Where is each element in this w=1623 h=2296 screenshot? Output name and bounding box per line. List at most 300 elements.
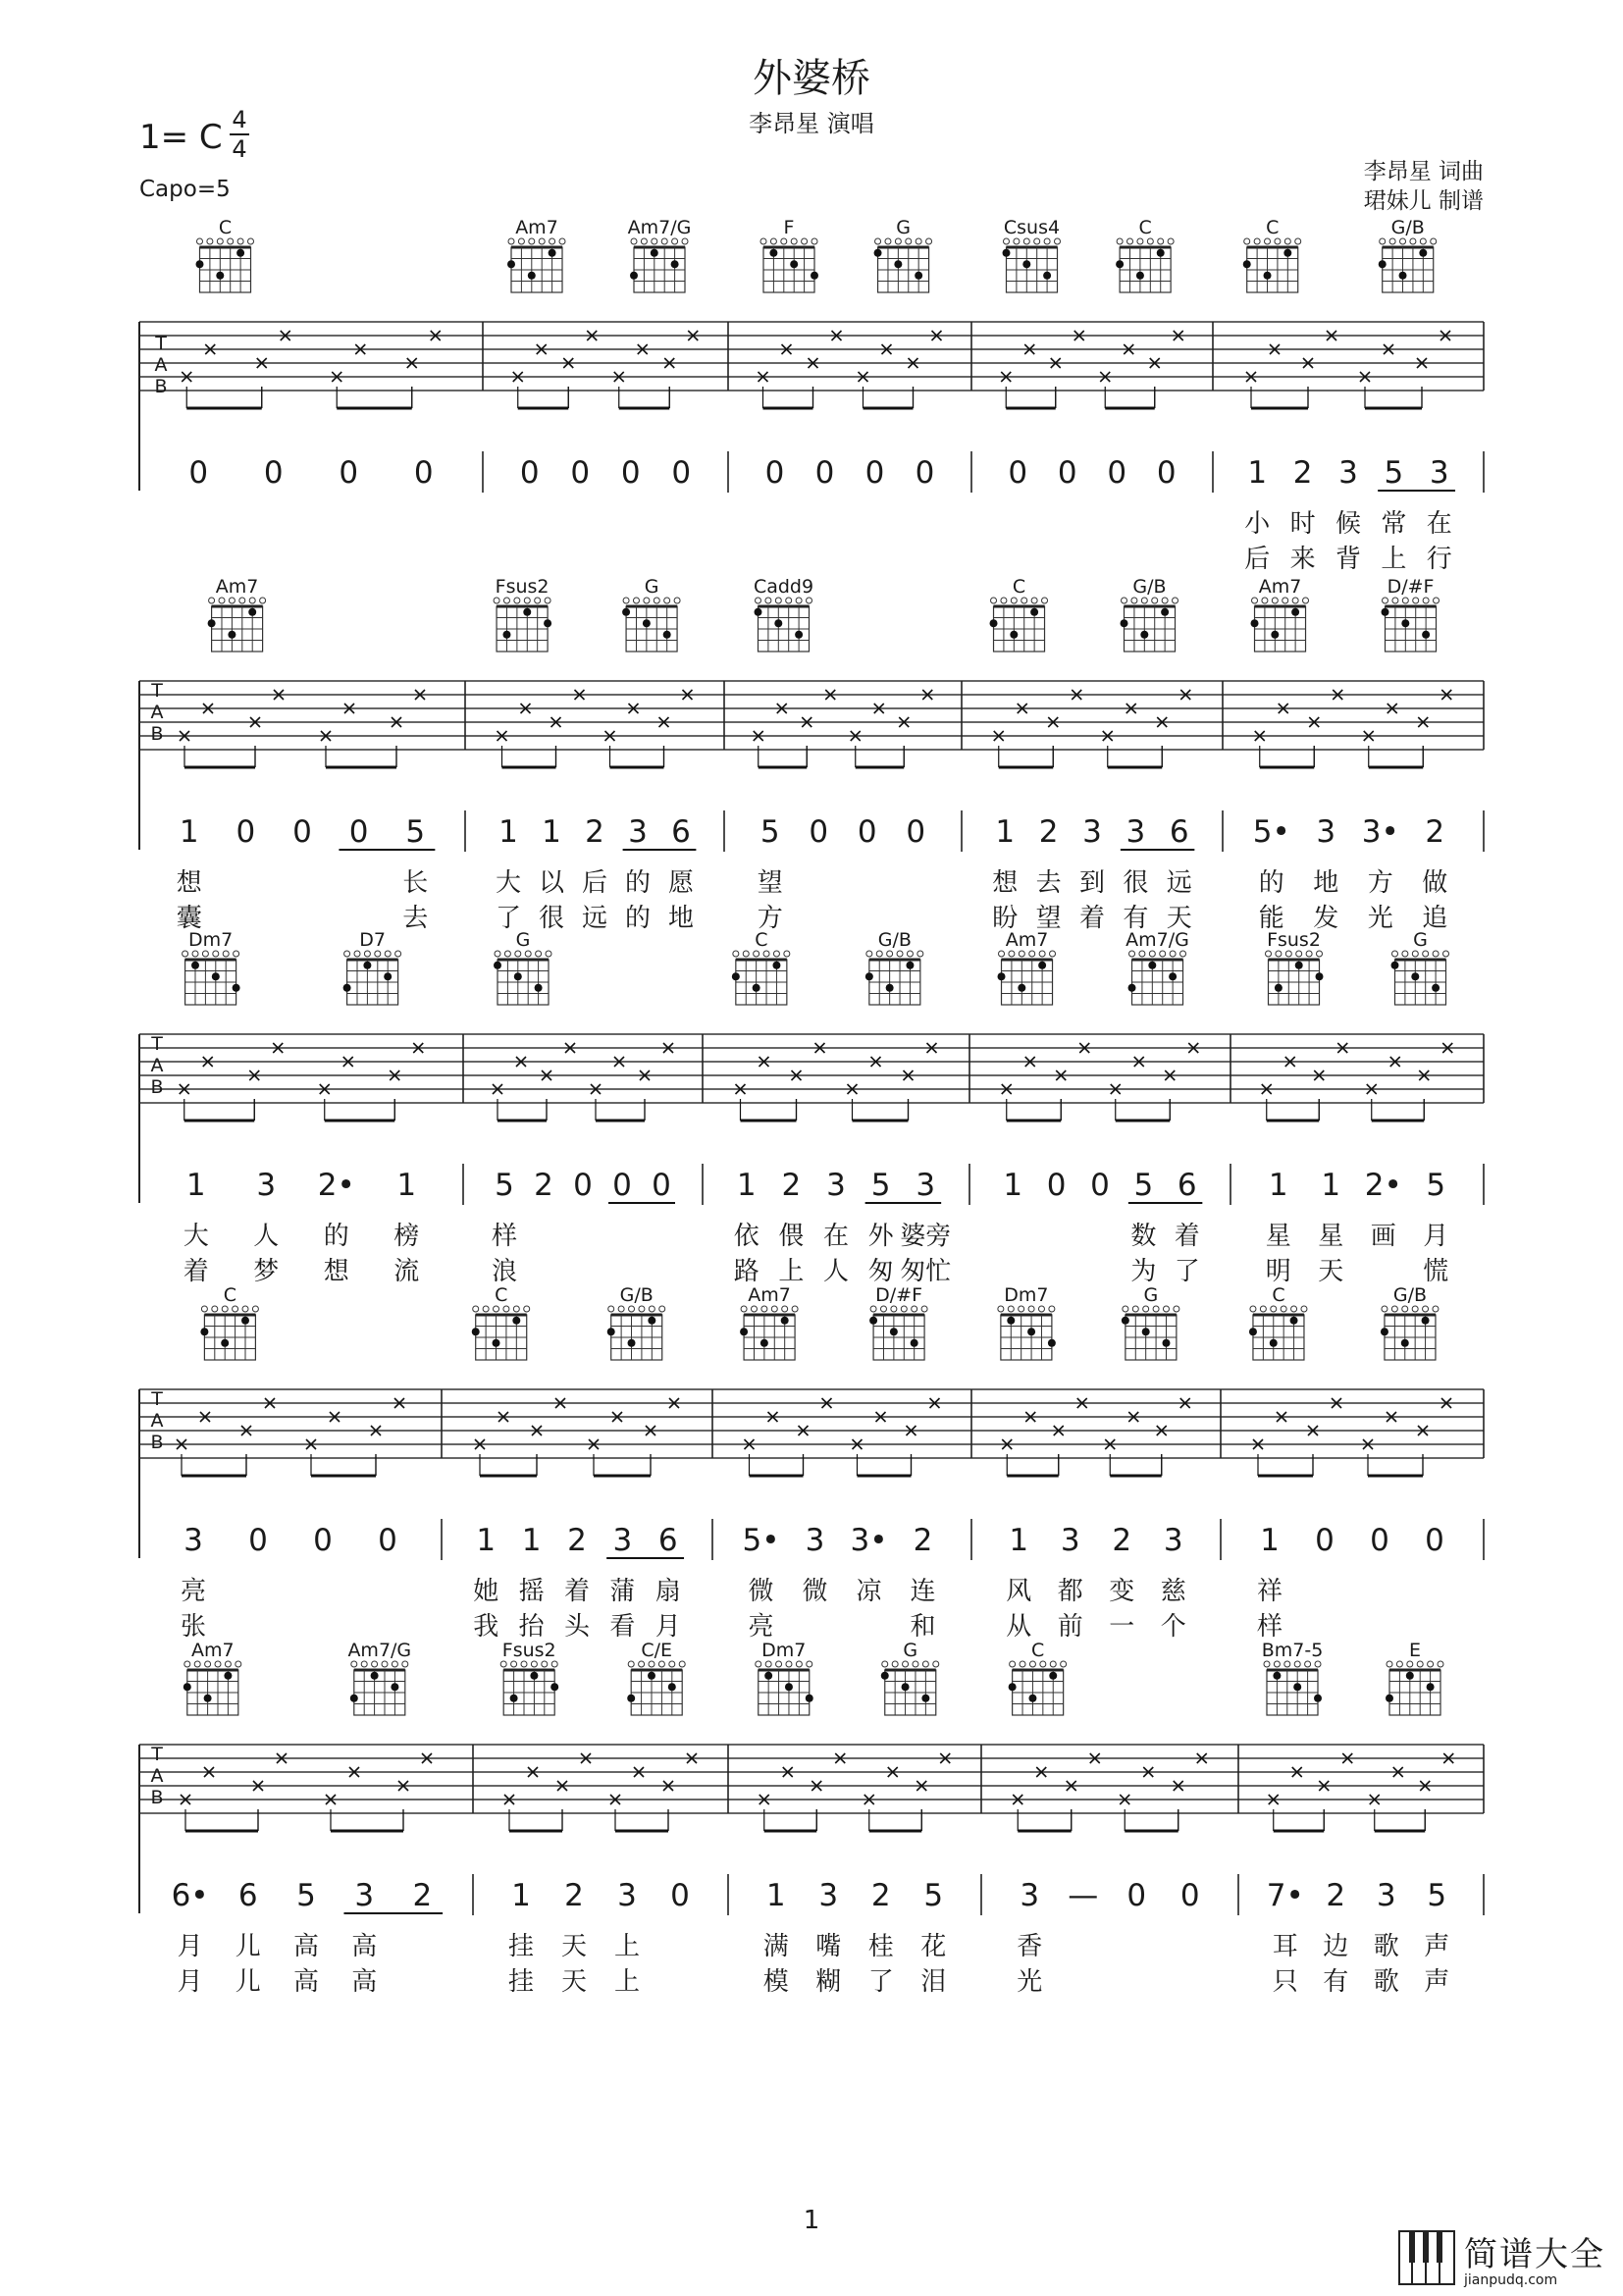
open-string-mark [770, 238, 776, 244]
open-string-mark [1152, 598, 1158, 603]
finger-dot [1142, 1328, 1150, 1335]
open-string-mark [1402, 598, 1408, 603]
finger-dot [1391, 962, 1399, 969]
jianpu-note: 3 [1429, 455, 1449, 491]
open-string-mark [649, 1306, 654, 1312]
open-string-mark [1040, 1661, 1046, 1667]
jianpu-note: 0 [1126, 1878, 1147, 1913]
lyric-verse-1: 边 [1323, 1932, 1349, 1961]
open-string-mark [791, 238, 797, 244]
jianpu-note: 5 [495, 1168, 514, 1203]
open-string-mark [773, 951, 779, 957]
open-string-mark [1274, 1661, 1280, 1667]
lyric-verse-2: 挂 [507, 1967, 535, 1997]
chord-diagram [1266, 929, 1324, 1005]
jianpu-note: 0 [1046, 1168, 1067, 1203]
chord-name: Fsus2 [501, 1640, 556, 1661]
finger-dot [753, 984, 760, 992]
chord-diagram [998, 1284, 1056, 1360]
jianpu-note: 0 [1057, 455, 1077, 491]
score-row [139, 1640, 1484, 1997]
open-string-mark [1433, 1306, 1439, 1312]
chord-diagram [732, 929, 790, 1005]
open-string-mark [782, 1306, 788, 1312]
chord-name: G [903, 1640, 918, 1661]
open-string-mark [234, 951, 239, 957]
finger-dot [1136, 272, 1144, 280]
finger-dot [785, 1683, 793, 1691]
lyric-verse-1: 长 [402, 868, 429, 898]
tab-clef-t: T [151, 1744, 163, 1765]
chord-name: Am7/G [1126, 929, 1189, 951]
jianpu-note: 1 [179, 814, 199, 850]
lyric-verse-1: 在 [822, 1222, 850, 1251]
finger-dot [391, 1683, 398, 1691]
open-string-mark [525, 951, 531, 957]
lyric-verse-2: 光 [1017, 1967, 1043, 1997]
lyric-verse-1: 连 [910, 1577, 936, 1606]
open-string-mark [608, 1306, 614, 1312]
open-string-mark [1271, 1306, 1277, 1312]
open-string-mark [658, 1661, 664, 1667]
lyric-verse-1: 后 [581, 868, 608, 898]
open-string-mark [521, 1661, 527, 1667]
finger-dot [1406, 1672, 1414, 1680]
open-string-mark [483, 1306, 489, 1312]
chord-name: Am7 [748, 1284, 791, 1306]
lyric-verse-2: 流 [393, 1257, 420, 1286]
chord-name: Csus4 [1003, 217, 1061, 238]
open-string-mark [1402, 951, 1408, 957]
jianpu-note: 1 [1268, 1168, 1288, 1203]
tab-clef-b: B [154, 376, 168, 397]
finger-dot [248, 608, 256, 616]
finger-dot [343, 984, 351, 992]
open-string-mark [1276, 951, 1282, 957]
open-string-mark [372, 1661, 378, 1667]
lyric-verse-1: 亮 [180, 1577, 207, 1606]
finger-dot [371, 1672, 379, 1680]
open-string-mark [1260, 1306, 1266, 1312]
jianpu-note: 5 [1427, 1878, 1447, 1913]
jianpu-note: 7• [1266, 1878, 1304, 1913]
jianpu-note: 1 [1247, 455, 1268, 491]
lyric-verse-2: 我 [473, 1612, 499, 1642]
lyric-verse-1: 桂 [867, 1932, 894, 1961]
open-string-mark [524, 598, 530, 603]
chord-diagram [1382, 576, 1440, 652]
open-string-mark [1170, 951, 1176, 957]
open-string-mark [536, 951, 542, 957]
jianpu-note: 5 [759, 814, 780, 850]
jianpu-note: 0 [906, 814, 926, 850]
open-string-mark [761, 1306, 767, 1312]
open-string-mark [237, 238, 243, 244]
open-string-mark [1400, 238, 1406, 244]
lyricist-credit: 李昂星 词曲 [1363, 159, 1484, 184]
finger-dot [512, 1317, 520, 1325]
open-string-mark [382, 1661, 388, 1667]
jianpu-note: 3• [1361, 814, 1399, 850]
lyric-verse-2: 着 [183, 1257, 209, 1286]
jianpu-note: 0 [570, 455, 591, 491]
open-string-mark [1011, 598, 1017, 603]
jianpu-note: 1 [1321, 1168, 1341, 1203]
jianpu-note: 3 [826, 1168, 846, 1203]
lyric-verse-1: 外 [867, 1222, 894, 1251]
chord-diagram [990, 576, 1048, 652]
open-string-mark [775, 598, 781, 603]
time-signature-bottom: 4 [232, 135, 247, 163]
lyric-verse-2: 盼 [992, 904, 1019, 933]
jianpu-note: 2 [585, 814, 604, 850]
open-string-mark [674, 598, 680, 603]
chord-name: Am7/G [627, 217, 692, 238]
lyric-verse-2: 很 [538, 904, 565, 933]
jianpu-note: 5 [1384, 455, 1404, 491]
jianpu-note: 0 [263, 455, 284, 491]
jianpu-note: 0 [620, 455, 641, 491]
jianpu-note: 3 [916, 1168, 936, 1203]
jianpu-note: 0 [188, 455, 209, 491]
lyric-verse-1: 天 [560, 1932, 588, 1961]
jianpu-note: 0 [236, 814, 256, 850]
finger-dot [1273, 1672, 1281, 1680]
jianpu-note: — [1068, 1878, 1099, 1913]
open-string-mark [215, 1661, 221, 1667]
finger-dot [1043, 272, 1051, 280]
finger-dot [1049, 1672, 1057, 1680]
open-string-mark [1396, 1661, 1402, 1667]
open-string-mark [1266, 951, 1272, 957]
site-logo [1397, 2227, 1623, 2296]
open-string-mark [531, 1661, 537, 1667]
lyric-verse-2: 来 [1289, 545, 1316, 574]
open-string-mark [1315, 1661, 1321, 1667]
jianpu-note: 0 [573, 1168, 593, 1203]
finger-dot [1251, 619, 1259, 627]
chord-name: Fsus2 [1267, 929, 1321, 951]
jianpu-note: 0 [864, 455, 885, 491]
open-string-mark [897, 951, 903, 957]
chord-name: C [1030, 1640, 1045, 1661]
finger-dot [1401, 1339, 1409, 1347]
open-string-mark [1380, 238, 1386, 244]
score-row [139, 576, 1484, 933]
lyric-verse-2: 月 [654, 1612, 681, 1642]
lyric-verse-1: 候 [1335, 509, 1362, 539]
open-string-mark [1131, 598, 1137, 603]
lyric-verse-1: 祥 [1256, 1577, 1283, 1606]
open-string-mark [756, 598, 761, 603]
jianpu-note: 1 [521, 1523, 542, 1558]
open-string-mark [751, 1306, 757, 1312]
finger-dot [350, 1695, 358, 1702]
jianpu-note: 2 [1292, 455, 1313, 491]
open-string-mark [1129, 951, 1135, 957]
finger-dot [363, 962, 371, 969]
open-string-mark [901, 1306, 907, 1312]
open-string-mark [633, 598, 639, 603]
open-string-mark [1173, 598, 1178, 603]
chord-diagram [627, 1640, 685, 1715]
jianpu-note: 1 [498, 814, 518, 850]
chord-name: Am7 [515, 217, 558, 238]
open-string-mark [542, 1661, 548, 1667]
finger-dot [228, 631, 236, 639]
finger-dot [191, 962, 199, 969]
chord-diagram [756, 1640, 813, 1715]
chord-diagram [507, 217, 565, 292]
open-string-mark [1275, 238, 1281, 244]
chord-name: Dm7 [187, 929, 234, 951]
time-signature-top: 4 [232, 106, 247, 133]
lyric-verse-1: 高 [351, 1932, 378, 1961]
jianpu-note: 0 [671, 455, 692, 491]
open-string-mark [1433, 951, 1439, 957]
open-string-mark [1031, 598, 1037, 603]
open-string-mark [1137, 238, 1143, 244]
lyric-verse-1: 嘴 [815, 1932, 842, 1961]
lyric-verse-2: 匆忙 [900, 1257, 952, 1286]
singer-credit: 李昂星 演唱 [749, 110, 874, 137]
lyric-verse-1: 画 [1370, 1222, 1396, 1251]
jianpu-note: 3 [617, 1878, 637, 1913]
jianpu-note: 1 [1260, 1523, 1280, 1558]
jianpu-note: 2 [781, 1168, 802, 1203]
lyric-verse-2: 发 [1313, 904, 1339, 933]
open-string-mark [1163, 1306, 1169, 1312]
finger-dot [1018, 984, 1025, 992]
open-string-mark [511, 1661, 517, 1667]
tab-clef-t: T [151, 1388, 163, 1410]
chord-diagram [622, 576, 680, 652]
finger-dot [881, 1672, 889, 1680]
jianpu-note: 0 [857, 814, 877, 850]
open-string-mark [1387, 1661, 1392, 1667]
finger-dot [1293, 1683, 1301, 1691]
chord-name: E [1408, 1640, 1422, 1661]
jianpu-note: 1 [476, 1523, 497, 1558]
jianpu-note: 0 [809, 814, 829, 850]
open-string-mark [539, 238, 545, 244]
open-string-mark [1019, 951, 1024, 957]
open-string-mark [514, 598, 520, 603]
open-string-mark [260, 598, 266, 603]
open-string-mark [1008, 1306, 1014, 1312]
chord-name: D7 [359, 929, 386, 951]
chord-name: G/B [619, 1284, 654, 1306]
tab-clef-t: T [155, 333, 167, 354]
lyric-verse-1: 小 [1244, 509, 1271, 539]
open-string-mark [796, 1661, 802, 1667]
lyric-verse-1: 时 [1289, 509, 1316, 539]
open-string-mark [225, 1661, 231, 1667]
chord-diagram [196, 217, 254, 292]
jianpu-note: 3 [354, 1878, 375, 1913]
lyric-verse-2: 只 [1272, 1967, 1298, 1997]
finger-dot [493, 1339, 500, 1347]
chord-diagram [881, 1640, 939, 1715]
open-string-mark [765, 598, 771, 603]
lyric-verse-1: 她 [473, 1577, 499, 1606]
open-string-mark [217, 238, 223, 244]
open-string-mark [756, 1661, 761, 1667]
open-string-mark [1283, 598, 1288, 603]
lyric-verse-1: 着 [563, 1577, 591, 1606]
open-string-mark [866, 951, 872, 957]
lyric-verse-1: 榜 [393, 1222, 420, 1251]
open-string-mark [1410, 238, 1416, 244]
open-string-mark [1254, 238, 1260, 244]
open-string-mark [1127, 238, 1133, 244]
jianpu-note: 1 [511, 1878, 531, 1913]
open-string-mark [1028, 1306, 1034, 1312]
lyric-verse-2: 光 [1367, 904, 1393, 933]
open-string-mark [1168, 238, 1174, 244]
open-string-mark [906, 238, 912, 244]
open-string-mark [233, 1306, 238, 1312]
jianpu-note: 6 [671, 814, 691, 850]
open-string-mark [1281, 1306, 1286, 1312]
open-string-mark [763, 951, 769, 957]
lyric-verse-2: 后 [1244, 545, 1271, 574]
finger-dot [523, 608, 531, 616]
jianpu-note: 6 [237, 1878, 258, 1913]
chord-name: C [495, 1284, 508, 1306]
lyric-verse-1: 在 [1426, 509, 1452, 539]
jianpu-note: 2 [567, 1523, 587, 1558]
open-string-mark [1034, 238, 1040, 244]
open-string-mark [916, 238, 921, 244]
open-string-mark [1143, 1306, 1149, 1312]
jianpu-note: 2 [1425, 814, 1445, 850]
open-string-mark [741, 1306, 747, 1312]
lyric-verse-1: 花 [920, 1932, 947, 1961]
open-string-mark [392, 1661, 397, 1667]
open-string-mark [1294, 1661, 1300, 1667]
chord-name: C [1266, 217, 1280, 238]
lyric-verse-1: 愿 [667, 868, 695, 898]
finger-dot [1121, 619, 1128, 627]
lyric-verse-1: 远 [1166, 868, 1192, 898]
chord-name: C [1272, 1284, 1285, 1306]
open-string-mark [1149, 951, 1155, 957]
lyric-verse-1: 偎 [778, 1222, 805, 1251]
open-string-mark [1049, 1306, 1055, 1312]
finger-dot [865, 972, 873, 980]
jianpu-note: 3 [628, 814, 648, 850]
finger-dot [1271, 631, 1279, 639]
finger-dot [628, 1339, 636, 1347]
lyric-verse-2: 背 [1335, 545, 1362, 574]
open-string-mark [1285, 951, 1291, 957]
finger-dot [1003, 249, 1011, 257]
open-string-mark [641, 238, 647, 244]
open-string-mark [882, 1661, 888, 1667]
open-string-mark [1180, 951, 1186, 957]
finger-dot [1381, 1328, 1388, 1335]
chord-diagram [1381, 1284, 1439, 1360]
finger-dot [200, 1328, 208, 1335]
finger-dot [196, 260, 204, 268]
tab-clef-b: B [150, 1432, 164, 1453]
open-string-mark [743, 951, 749, 957]
lyric-verse-1: 高 [292, 1932, 320, 1961]
open-string-mark [1391, 1306, 1397, 1312]
jianpu-note: 3 [1020, 1878, 1040, 1913]
finger-dot [622, 608, 630, 616]
chord-name: D/#F [875, 1284, 923, 1306]
open-string-mark [921, 1306, 927, 1312]
lyric-verse-1: 微 [748, 1577, 774, 1606]
open-string-mark [1050, 1661, 1056, 1667]
chord-diagram [1249, 1284, 1307, 1360]
finger-dot [1116, 260, 1124, 268]
finger-dot [921, 1695, 929, 1702]
finger-dot [902, 1683, 910, 1691]
lyric-verse-2: 上 [778, 1257, 805, 1286]
open-string-mark [1417, 1661, 1423, 1667]
finger-dot [208, 619, 216, 627]
jianpu-note: 3• [850, 1523, 888, 1558]
lyric-verse-1: 挂 [507, 1932, 535, 1961]
open-string-mark [661, 238, 667, 244]
open-string-mark [1392, 598, 1398, 603]
lyric-verse-2: 着 [1078, 904, 1106, 933]
tab-clef-b: B [150, 1076, 164, 1098]
lyric-verse-2: 一 [1109, 1612, 1135, 1642]
jianpu-note: 0 [1090, 1168, 1110, 1203]
lyric-verse-1: 地 [1313, 868, 1339, 898]
chord-diagram [1009, 1640, 1067, 1715]
open-string-mark [1284, 238, 1290, 244]
finger-dot [535, 984, 543, 992]
finger-dot [811, 272, 818, 280]
chord-name: Fsus2 [495, 576, 550, 598]
lyric-verse-2: 天 [1166, 904, 1192, 933]
open-string-mark [870, 1306, 876, 1312]
lyric-verse-1: 以 [538, 868, 565, 898]
open-string-mark [1317, 951, 1323, 957]
jianpu-note: 1 [765, 1878, 786, 1913]
finger-dot [236, 249, 244, 257]
open-string-mark [765, 1661, 771, 1667]
open-string-mark [473, 1306, 479, 1312]
chord-diagram [183, 929, 240, 1005]
open-string-mark [1383, 598, 1388, 603]
lyric-verse-1: 大 [495, 868, 522, 898]
jianpu-note: 0 [339, 455, 359, 491]
lyric-verse-1: 扇 [654, 1577, 681, 1606]
open-string-mark [628, 1661, 634, 1667]
open-string-mark [219, 598, 225, 603]
open-string-mark [1021, 598, 1027, 603]
lyric-verse-2: 个 [1160, 1612, 1186, 1642]
open-string-mark [529, 238, 535, 244]
lyric-verse-1: 依 [733, 1222, 759, 1251]
tab-clef-b: B [150, 723, 164, 745]
lyric-verse-1: 都 [1057, 1577, 1083, 1606]
open-string-mark [771, 1306, 777, 1312]
chord-diagram [1243, 217, 1301, 292]
open-string-mark [1038, 1306, 1044, 1312]
open-string-mark [679, 1661, 685, 1667]
finger-dot [221, 1339, 229, 1347]
chord-diagram [1116, 217, 1174, 292]
jianpu-note: 0 [1370, 1523, 1389, 1558]
lyric-verse-2: 亮 [748, 1612, 774, 1642]
